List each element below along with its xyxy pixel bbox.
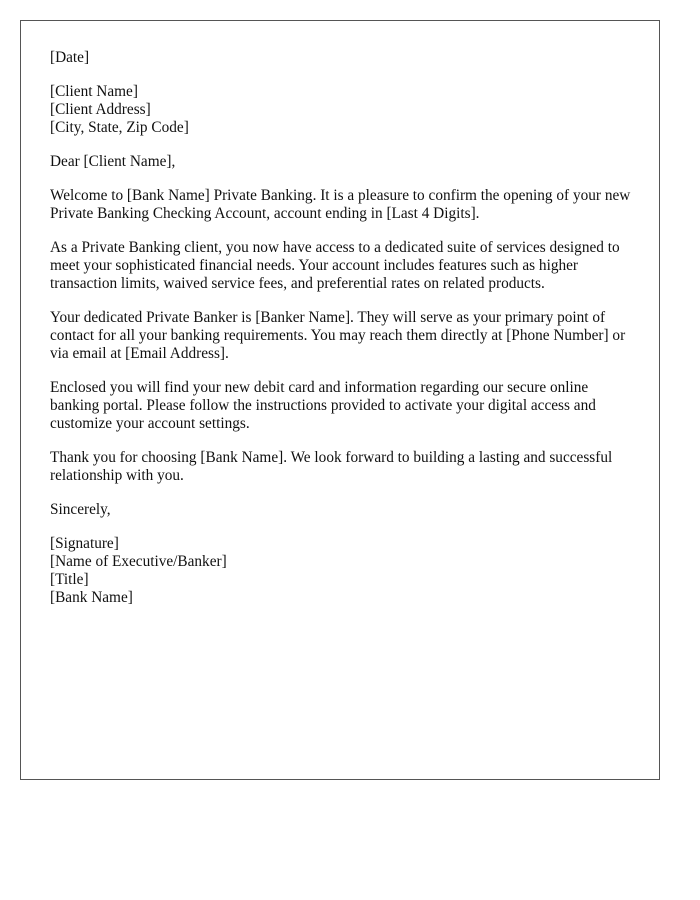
signer-bank-name: [Bank Name]	[50, 589, 133, 606]
client-address: [Client Address]	[50, 101, 151, 118]
recipient-address	[50, 83, 640, 137]
salutation-block	[50, 153, 640, 171]
signer-title: [Title]	[50, 571, 89, 588]
letter-page	[20, 20, 660, 780]
closing: Sincerely,	[50, 501, 111, 518]
letter-date: [Date]	[50, 49, 90, 66]
date-block	[50, 49, 640, 67]
city-state-zip: [City, State, Zip Code]	[50, 119, 189, 136]
client-name: [Client Name]	[50, 83, 138, 100]
paragraph-services: As a Private Banking client, you now have access to a dedicated suite of services designed to meet your sophisticated financial needs. Your account includes features such as higher transaction limits, waived service fees, and preferential rates on related products.	[50, 239, 620, 292]
paragraph-enclosure: Enclosed you will find your new debit card and information regarding our secure online banking portal. Please follow the instructions provided to activate your digital access and customize your account settings.	[50, 379, 596, 432]
paragraph-thanks: Thank you for choosing [Bank Name]. We look forward to building a lasting and successful relationship with you.	[50, 449, 613, 484]
closing-block	[50, 501, 640, 519]
signature: [Signature]	[50, 535, 119, 552]
salutation: Dear [Client Name],	[50, 153, 176, 170]
letter-body	[50, 49, 640, 623]
signature-block	[50, 535, 640, 607]
signer-name: [Name of Executive/Banker]	[50, 553, 227, 570]
paragraph-welcome: Welcome to [Bank Name] Private Banking. It is a pleasure to confirm the opening of your new Private Banking Checking Account, account ending in [Last 4 Digits].	[50, 187, 631, 222]
paragraph-banker: Your dedicated Private Banker is [Banker Name]. They will serve as your primary point of contact for all your banking requirements. You may reach them directly at [Phone Number] or via email at [Email Address].	[50, 309, 626, 362]
